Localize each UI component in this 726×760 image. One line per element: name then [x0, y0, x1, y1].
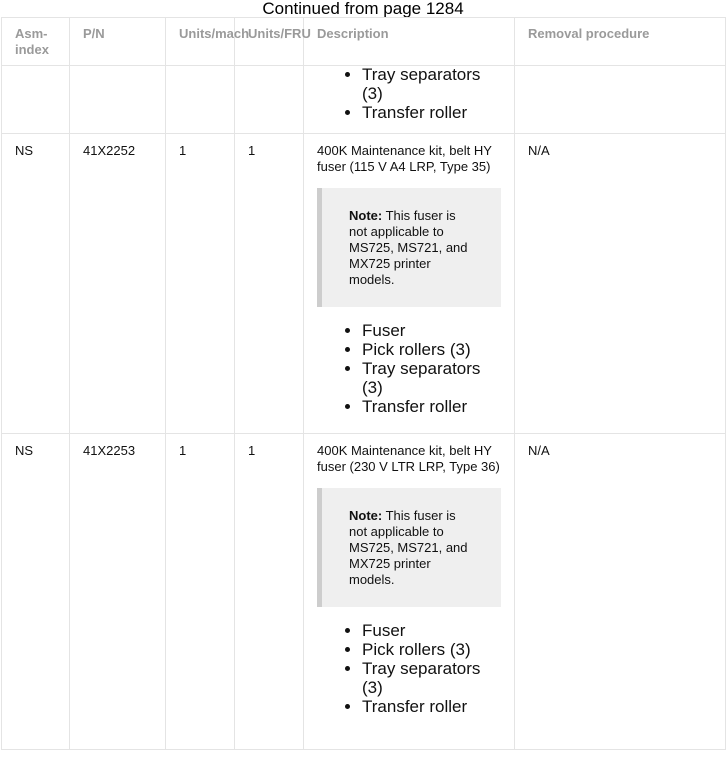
header-units-per-fru: Units/FRU	[235, 18, 304, 66]
note-label: Note:	[349, 208, 383, 223]
parts-table	[1, 17, 726, 750]
list-item: • Transfer roller	[362, 697, 501, 716]
cell-description	[304, 434, 515, 750]
cell-units-fru	[235, 66, 304, 134]
header-removal-procedure: Removal procedure	[515, 18, 726, 66]
header-units-per-machine: Units/mach	[166, 18, 235, 66]
cell-description	[304, 66, 515, 134]
cell-pn: 41X2252	[70, 134, 166, 434]
list-item: • Tray separators (3)	[362, 65, 501, 103]
cell-units-fru: 1	[235, 134, 304, 434]
kit-contents-list	[317, 321, 501, 416]
kit-contents-list	[317, 65, 501, 122]
table-row	[2, 434, 726, 750]
table-header-row	[2, 18, 726, 66]
note-label: Note:	[349, 508, 383, 523]
description-text: 400K Maintenance kit, belt HY fuser (115 V A4 LRP, Type 35)	[317, 143, 492, 174]
cell-pn: 41X2253	[70, 434, 166, 750]
note-text: This fuser is not applicable to MS725, MS721, and MX725 printer models.	[349, 508, 468, 587]
list-item: • Fuser	[362, 321, 501, 340]
cell-removal	[515, 66, 726, 134]
cell-pn	[70, 66, 166, 134]
list-item: • Transfer roller	[362, 397, 501, 416]
cell-asm: NS	[2, 434, 70, 750]
kit-contents-list	[317, 621, 501, 716]
cell-removal: N/A	[515, 434, 726, 750]
list-item: • Fuser	[362, 621, 501, 640]
cell-units-mach: 1	[166, 434, 235, 750]
cell-units-mach	[166, 66, 235, 134]
cell-units-fru: 1	[235, 434, 304, 750]
cell-asm	[2, 66, 70, 134]
note-box	[317, 488, 501, 607]
note-text: This fuser is not applicable to MS725, MS721, and MX725 printer models.	[349, 208, 468, 287]
header-description: Description	[304, 18, 515, 66]
cell-description	[304, 134, 515, 434]
list-item: • Transfer roller	[362, 103, 501, 122]
header-asm-index: Asm-index	[2, 18, 70, 66]
header-part-number: P/N	[70, 18, 166, 66]
continued-caption: Continued from page 1284	[262, 0, 464, 18]
list-item: • Tray separators (3)	[362, 659, 501, 697]
table-row	[2, 134, 726, 434]
cell-units-mach: 1	[166, 134, 235, 434]
cell-asm: NS	[2, 134, 70, 434]
table-row	[2, 66, 726, 134]
cell-removal: N/A	[515, 134, 726, 434]
description-text: 400K Maintenance kit, belt HY fuser (230 V LTR LRP, Type 36)	[317, 443, 500, 474]
list-item: • Pick rollers (3)	[362, 640, 501, 659]
list-item: • Tray separators (3)	[362, 359, 501, 397]
list-item: • Pick rollers (3)	[362, 340, 501, 359]
note-box	[317, 188, 501, 307]
